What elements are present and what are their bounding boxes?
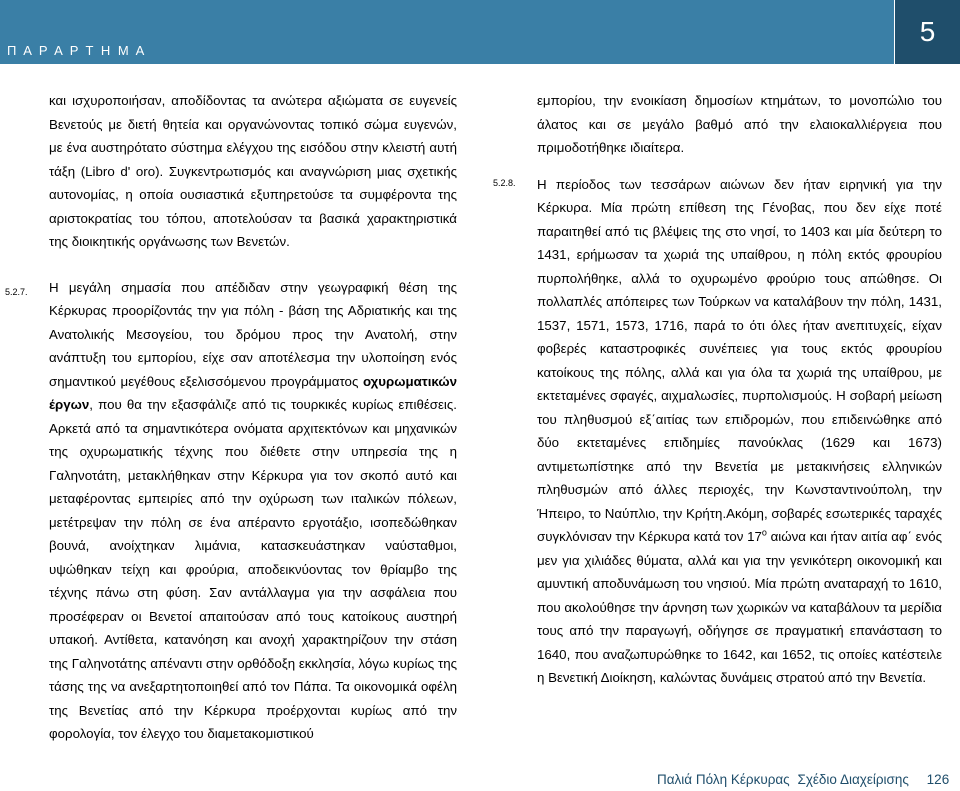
bold-term: οχυρωματικών έργων	[49, 373, 457, 412]
superscript: ο	[761, 527, 767, 538]
paragraph-text: Η περίοδος των τεσσάρων αιώνων δεν ήταν ειρηνική για την Κέρκυρα. Μία πρώτη επίθεση της Γένοβας, που δεν είχε ποτέ παραιτηθεί από τις βλέψεις της στο νησί, το 1403 και μία δεύτερη το 1431, ερήμωσαν τα χωριά της υπαίθρου, η πόλη εκτός φρουρίου πυρπολήθηκε, αλλά το οχυρωμένο φρούριο τους απώθησε. Οι πολλαπλές απόπειρες των Τούρκων να καταλάβουν την πόλη, 1431, 1537, 1571, 1573, 1716, παρά το ότι όλες ήταν ανεπιτυχείς, είχαν φοβερές καταστροφικές συνέπειες για τους εκτός φρουρίου κατοίκους της πόλης, αλλά και για όλα τα χωριά της υπαίθρου, με εκτεταμένες σφαγές, αιχμαλωσίες, πυρπολισμούς. Η σοβαρή μείωση του πληθυσμού εξ΄αιτίας των επιδρομών, που επιδεινώθηκε από δύο εκτεταμένες επιδημίες πανούκλας (1629 και 1673) αντιμετωπίστηκε από την Βενετία με μετακινήσεις ελληνικών πληθυσμών από άλλες περιοχές, την Κωνσταντινούπολη, την Ήπειρο, το Ναύπλιο, την Κρήτη.Ακόμη, σοβαρές εσωτερικές ταραχές συγκλόνισαν την Κέρκυρα κατά τον 17	[537, 176, 942, 544]
header-bar	[0, 0, 894, 64]
paragraph-text: Η μεγάλη σημασία που απέδιδαν στην γεωγραφική θέση της Κέρκυρας προορίζοντάς την για πόλη - βάση της Αδριατικής και της Ανατολικής Μεσογείου, του δρόμου προς την Ανατολή, στην ανάπτυξη του εμπορίου, είχε σαν αποτέλεσμα την υλοποίηση ενός σημαντικού μεγέθους εξελισσόμενου προγράμματος	[49, 279, 457, 389]
paragraph-5-2-8	[537, 173, 942, 690]
page-footer	[657, 772, 953, 787]
paragraph-5-2-7	[49, 276, 457, 746]
paragraph-number: 5.2.7.	[5, 287, 28, 297]
page-number: 126	[926, 772, 950, 787]
paragraph-continued: και ισχυροποιήσαν, αποδίδοντας τα ανώτερα αξιώματα σε ευγενείς Βενετούς με διετή θητεία και οργανώνοντας τοπικό σώμα ευγενών, με ένα αυστηρότατο σύστημα ελέγχου της εισόδου στην κλειστή αυτή τάξη (Libro d' oro). Συγκεντρωτισμός και αναγνώριση μιας σχετικής αυτονομίας, η οποία ουσιαστικά εξυπηρετούσε τα συμφέροντα της αριστοκρατίας του τόπου, αποτελούσαν τα βασικά χαρακτηριστικά της διοικητικής οργάνωσης των Βενετών.	[49, 93, 457, 249]
section-label: Π Α Ρ Α Ρ Τ Η Μ Α	[7, 43, 147, 58]
paragraph-number: 5.2.8.	[493, 178, 516, 188]
chapter-number-box	[895, 0, 960, 64]
left-column	[49, 89, 457, 746]
footer-subtitle: Σχέδιο Διαχείρισης	[797, 772, 909, 787]
chapter-number: 5	[919, 16, 936, 47]
paragraph-text: , που θα την εξασφάλιζε από τις τουρκικές κυρίως επιθέσεις. Αρκετά από τα σημαντικότερα ονόματα αρχιτεκτόνων και μηχανικών της οχυρωματικής τέχνης που διέθετε στην υπηρεσία της η Γαληνοτάτη, μετακλήθηκαν στην Κέρκυρα για τον σκοπό αυτό και μεταφέροντας εμπειρίες από την οχύρωση των ιταλικών πόλεων, μετέτρεψαν την πόλη σε ένα απέραντο εργοτάξιο, ισοπεδώθηκαν βουνά, ανοίχτηκαν λιμάνια, κατασκευάστηκαν ναύσταθμοι, υψώθηκαν τείχη και φρούρια, αποδεικνύοντας τον θρίαμβο της τέχνης πάνω στη φύση. Σαν αντάλλαγμα για την ασφάλεια που προσέφεραν οι Βενετοί απαιτούσαν από τους κατοίκους αυστηρή υπακοή. Αντίθετα, κατανόηση και ανοχή χαρακτηρίζουν την στάση της Γαληνοτάτης απέναντι στην ορθόδοξη εκκλησία, λόγω κυρίως της τάσης της να ανεξαρτητοποιηθεί από τον Πάπα. Τα οικονομικά οφέλη της Βενετίας από την Κέρκυρα προέρχονται κυρίως από την φορολογία, τον έλεγχο του διαμετακομιστικού	[49, 397, 457, 741]
right-column	[537, 89, 942, 690]
footer-title: Παλιά Πόλη Κέρκυρας	[657, 772, 790, 787]
paragraph-text: αιώνα και ήταν αιτία αφ΄ ενός μεν για χιλιάδες θύματα, αλλά και για την γενικότερη οικονομική και αμυντική αποδυνάμωση του νησιού. Μία πρώτη αναταραχή το 1610, που ακολούθησε την άρνηση των χωρικών να καταβάλουν τα μερίδια τους από την παραγωγή, οδήγησε σε πραγματική επανάσταση το 1640, που αναζωπυρώθηκε το 1642, και 1652, τις οποίες κατέστειλε η Βενετική Διοίκηση, καλώντας δυνάμεις στρατού από την Βενετία.	[537, 529, 943, 685]
paragraph-continued: εμπορίου, την ενοικίαση δημοσίων κτημάτων, το μονοπώλιο του άλατος και σε μεγάλο βαθμό από την ελαιοκαλλιέργεια που πριμοδοτήθηκε ιδιαίτερα.	[537, 93, 942, 155]
